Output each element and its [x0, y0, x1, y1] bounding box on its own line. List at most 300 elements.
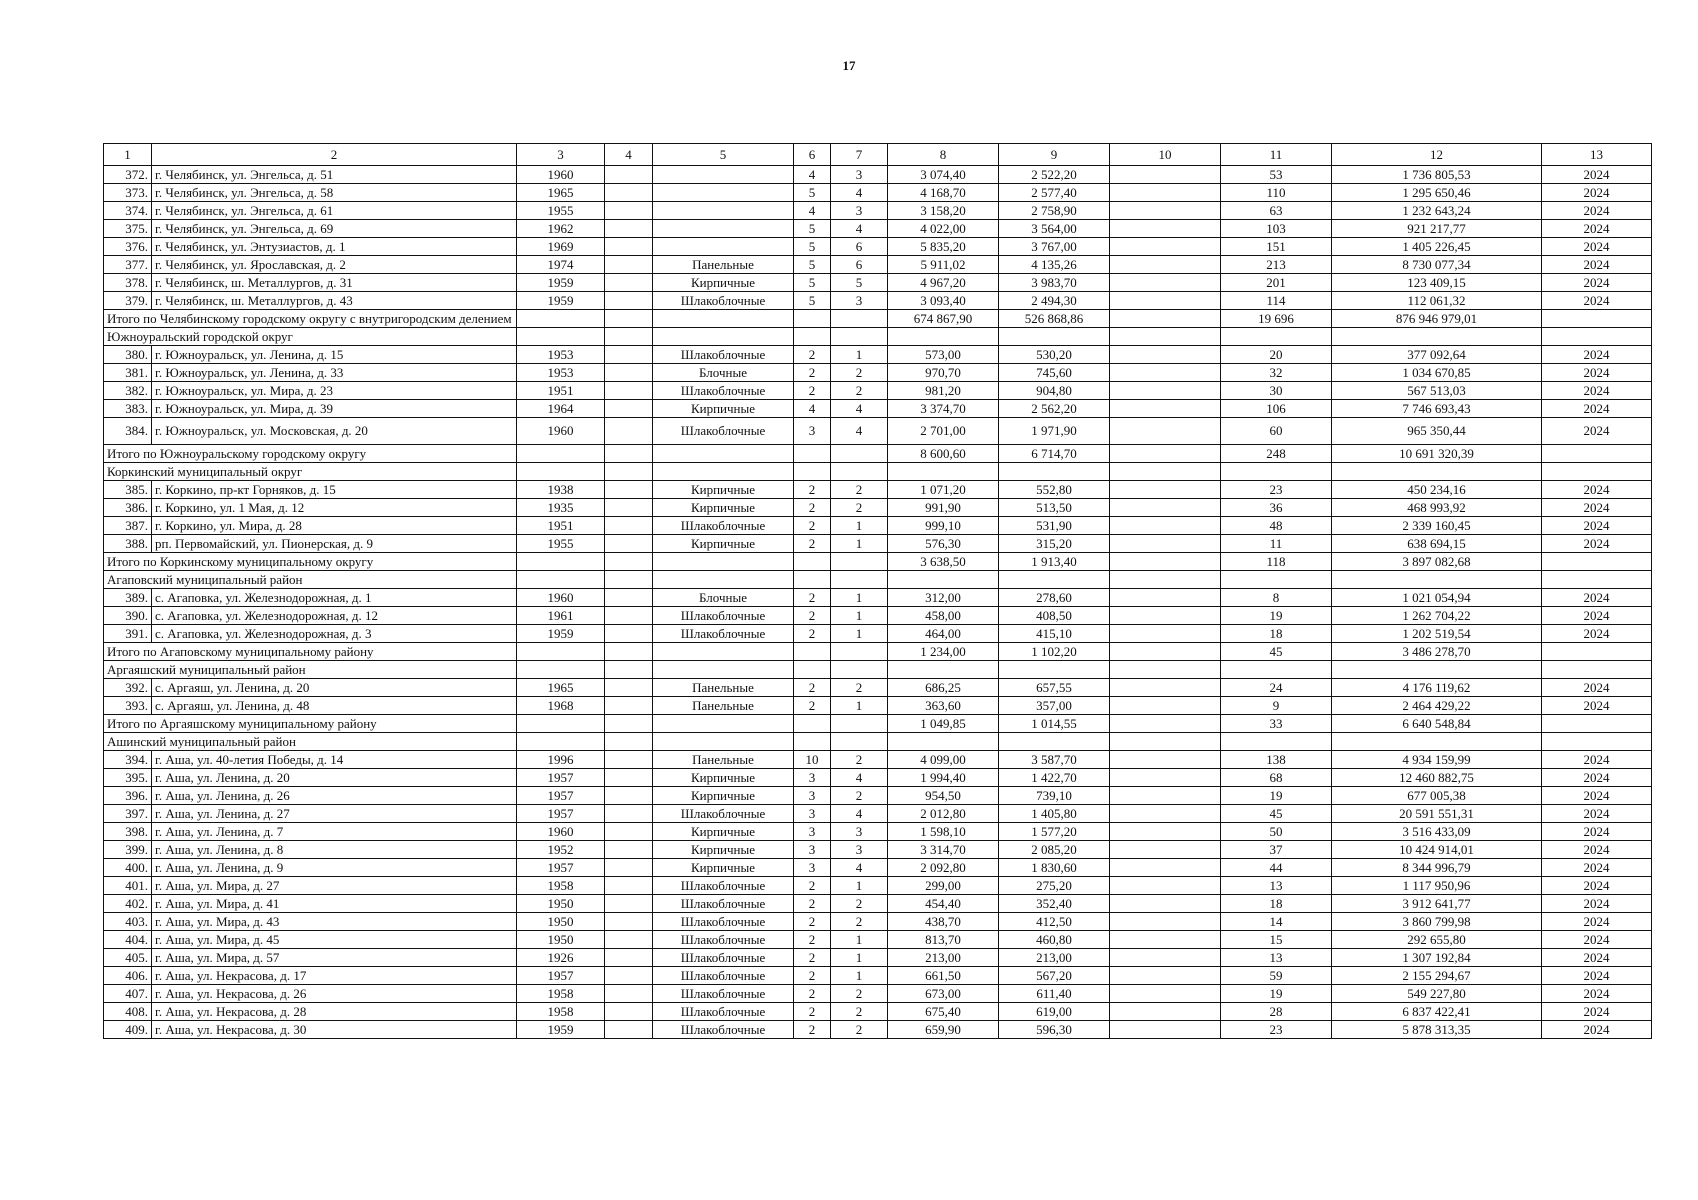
- living-area-cell: 3 767,00: [999, 238, 1110, 256]
- entrances-cell: 4: [831, 859, 888, 877]
- floors-cell: 2: [794, 589, 831, 607]
- table-row: [104, 967, 1652, 985]
- column-4-cell: [605, 625, 653, 643]
- empty-cell: [653, 643, 794, 661]
- entrances-cell: 2: [831, 787, 888, 805]
- subtotal-total-area: 674 867,90: [888, 310, 999, 328]
- empty-cell: [888, 463, 999, 481]
- row-number-cell: 391.: [104, 625, 152, 643]
- section-heading-row: [104, 463, 1652, 481]
- cost-cell: 921 217,77: [1332, 220, 1542, 238]
- address-cell: г. Аша, ул. Мира, д. 27: [152, 877, 517, 895]
- column-4-cell: [605, 535, 653, 553]
- column-4-cell: [605, 769, 653, 787]
- year-cell: 1960: [517, 418, 605, 445]
- entrances-cell: 1: [831, 517, 888, 535]
- residents-cell: 13: [1221, 877, 1332, 895]
- empty-cell: [517, 661, 605, 679]
- column-header: 12: [1332, 144, 1542, 166]
- column-10-cell: [1110, 364, 1221, 382]
- year-cell: 1974: [517, 256, 605, 274]
- year-cell: 1955: [517, 535, 605, 553]
- entrances-cell: 2: [831, 364, 888, 382]
- total-area-cell: 3 158,20: [888, 202, 999, 220]
- year-cell: 1960: [517, 589, 605, 607]
- living-area-cell: 357,00: [999, 697, 1110, 715]
- row-number-cell: 378.: [104, 274, 152, 292]
- column-10-cell: [1110, 985, 1221, 1003]
- floors-cell: 2: [794, 985, 831, 1003]
- living-area-cell: 619,00: [999, 1003, 1110, 1021]
- column-header: 11: [1221, 144, 1332, 166]
- cost-cell: 450 234,16: [1332, 481, 1542, 499]
- year-cell: 1953: [517, 346, 605, 364]
- residents-cell: 32: [1221, 364, 1332, 382]
- floors-cell: 5: [794, 274, 831, 292]
- address-cell: с. Агаповка, ул. Железнодорожная, д. 12: [152, 607, 517, 625]
- residents-cell: 151: [1221, 238, 1332, 256]
- cost-cell: 7 746 693,43: [1332, 400, 1542, 418]
- total-area-cell: 4 022,00: [888, 220, 999, 238]
- row-number-cell: 389.: [104, 589, 152, 607]
- column-10-cell: [1110, 499, 1221, 517]
- entrances-cell: 2: [831, 679, 888, 697]
- empty-cell: [1542, 445, 1652, 463]
- empty-cell: [517, 445, 605, 463]
- floors-cell: 2: [794, 913, 831, 931]
- wall-material-cell: [653, 166, 794, 184]
- column-4-cell: [605, 256, 653, 274]
- column-4-cell: [605, 787, 653, 805]
- subtotal-total-area: 1 234,00: [888, 643, 999, 661]
- total-area-cell: 981,20: [888, 382, 999, 400]
- empty-cell: [605, 328, 653, 346]
- cost-cell: 123 409,15: [1332, 274, 1542, 292]
- empty-cell: [605, 661, 653, 679]
- year-plan-cell: 2024: [1542, 625, 1652, 643]
- address-cell: г. Аша, ул. Мира, д. 43: [152, 913, 517, 931]
- year-cell: 1926: [517, 949, 605, 967]
- address-cell: г. Аша, ул. Некрасова, д. 28: [152, 1003, 517, 1021]
- living-area-cell: 2 522,20: [999, 166, 1110, 184]
- living-area-cell: 530,20: [999, 346, 1110, 364]
- living-area-cell: 1 577,20: [999, 823, 1110, 841]
- cost-cell: 3 516 433,09: [1332, 823, 1542, 841]
- empty-cell: [831, 445, 888, 463]
- subtotal-residents: 19 696: [1221, 310, 1332, 328]
- column-header: 2: [152, 144, 517, 166]
- cost-cell: 1 034 670,85: [1332, 364, 1542, 382]
- address-cell: г. Аша, ул. Мира, д. 57: [152, 949, 517, 967]
- empty-cell: [794, 553, 831, 571]
- cost-cell: 1 021 054,94: [1332, 589, 1542, 607]
- year-cell: 1935: [517, 499, 605, 517]
- cost-cell: 1 202 519,54: [1332, 625, 1542, 643]
- total-area-cell: 299,00: [888, 877, 999, 895]
- cost-cell: 20 591 551,31: [1332, 805, 1542, 823]
- subtotal-label: Итого по Южноуральскому городскому округу: [104, 445, 517, 463]
- year-cell: 1965: [517, 184, 605, 202]
- entrances-cell: 1: [831, 931, 888, 949]
- entrances-cell: 4: [831, 400, 888, 418]
- column-10-cell: [1110, 535, 1221, 553]
- total-area-cell: 991,90: [888, 499, 999, 517]
- column-10-cell: [1110, 400, 1221, 418]
- floors-cell: 3: [794, 841, 831, 859]
- wall-material-cell: Шлакоблочные: [653, 895, 794, 913]
- column-header: 7: [831, 144, 888, 166]
- table-row: [104, 931, 1652, 949]
- column-10-cell: [1110, 256, 1221, 274]
- entrances-cell: 3: [831, 823, 888, 841]
- year-plan-cell: 2024: [1542, 967, 1652, 985]
- living-area-cell: 3 564,00: [999, 220, 1110, 238]
- residents-cell: 37: [1221, 841, 1332, 859]
- wall-material-cell: Шлакоблочные: [653, 517, 794, 535]
- year-plan-cell: 2024: [1542, 769, 1652, 787]
- floors-cell: 2: [794, 1003, 831, 1021]
- subtotal-row: [104, 715, 1652, 733]
- address-cell: г. Аша, ул. Ленина, д. 7: [152, 823, 517, 841]
- column-10-cell: [1110, 589, 1221, 607]
- wall-material-cell: Шлакоблочные: [653, 382, 794, 400]
- empty-cell: [1542, 661, 1652, 679]
- address-cell: г. Южноуральск, ул. Мира, д. 23: [152, 382, 517, 400]
- address-cell: с. Агаповка, ул. Железнодорожная, д. 1: [152, 589, 517, 607]
- subtotal-label: Итого по Коркинскому муниципальному округу: [104, 553, 517, 571]
- year-cell: 1957: [517, 769, 605, 787]
- section-heading: Ашинский муниципальный район: [104, 733, 517, 751]
- living-area-cell: 1 405,80: [999, 805, 1110, 823]
- living-area-cell: 3 587,70: [999, 751, 1110, 769]
- cost-cell: 8 730 077,34: [1332, 256, 1542, 274]
- total-area-cell: 3 374,70: [888, 400, 999, 418]
- floors-cell: 2: [794, 877, 831, 895]
- cost-cell: 4 176 119,62: [1332, 679, 1542, 697]
- entrances-cell: 5: [831, 274, 888, 292]
- year-plan-cell: 2024: [1542, 274, 1652, 292]
- address-cell: с. Агаповка, ул. Железнодорожная, д. 3: [152, 625, 517, 643]
- empty-cell: [831, 571, 888, 589]
- column-10-cell: [1110, 949, 1221, 967]
- cost-cell: 3 860 799,98: [1332, 913, 1542, 931]
- empty-cell: [1110, 310, 1221, 328]
- year-plan-cell: 2024: [1542, 292, 1652, 310]
- section-heading: Агаповский муниципальный район: [104, 571, 517, 589]
- empty-cell: [888, 328, 999, 346]
- year-plan-cell: 2024: [1542, 418, 1652, 445]
- empty-cell: [1332, 733, 1542, 751]
- empty-cell: [517, 643, 605, 661]
- floors-cell: 3: [794, 418, 831, 445]
- year-plan-cell: 2024: [1542, 787, 1652, 805]
- address-cell: г. Аша, ул. Некрасова, д. 26: [152, 985, 517, 1003]
- cost-cell: 965 350,44: [1332, 418, 1542, 445]
- empty-cell: [1332, 571, 1542, 589]
- column-header: 8: [888, 144, 999, 166]
- living-area-cell: 1 971,90: [999, 418, 1110, 445]
- entrances-cell: 4: [831, 769, 888, 787]
- empty-cell: [1110, 553, 1221, 571]
- address-cell: г. Аша, ул. 40-летия Победы, д. 14: [152, 751, 517, 769]
- floors-cell: 2: [794, 499, 831, 517]
- empty-cell: [517, 733, 605, 751]
- total-area-cell: 2 092,80: [888, 859, 999, 877]
- section-heading: Южноуральский городской округ: [104, 328, 517, 346]
- year-plan-cell: 2024: [1542, 805, 1652, 823]
- total-area-cell: 970,70: [888, 364, 999, 382]
- page-number: 17: [842, 58, 856, 73]
- wall-material-cell: Кирпичные: [653, 787, 794, 805]
- empty-cell: [517, 715, 605, 733]
- empty-cell: [1542, 328, 1652, 346]
- entrances-cell: 2: [831, 985, 888, 1003]
- address-cell: г. Аша, ул. Ленина, д. 26: [152, 787, 517, 805]
- row-number-cell: 396.: [104, 787, 152, 805]
- floors-cell: 5: [794, 220, 831, 238]
- total-area-cell: 454,40: [888, 895, 999, 913]
- year-cell: 1938: [517, 481, 605, 499]
- column-4-cell: [605, 184, 653, 202]
- year-cell: 1957: [517, 787, 605, 805]
- empty-cell: [999, 328, 1110, 346]
- year-cell: 1950: [517, 895, 605, 913]
- column-header: 1: [104, 144, 152, 166]
- column-4-cell: [605, 292, 653, 310]
- year-plan-cell: 2024: [1542, 220, 1652, 238]
- empty-cell: [1332, 661, 1542, 679]
- row-number-cell: 406.: [104, 967, 152, 985]
- wall-material-cell: Кирпичные: [653, 400, 794, 418]
- address-cell: г. Челябинск, ш. Металлургов, д. 43: [152, 292, 517, 310]
- living-area-cell: 3 983,70: [999, 274, 1110, 292]
- table-row: [104, 823, 1652, 841]
- section-heading-row: [104, 733, 1652, 751]
- entrances-cell: 2: [831, 481, 888, 499]
- entrances-cell: 1: [831, 346, 888, 364]
- table-row: [104, 481, 1652, 499]
- residents-cell: 36: [1221, 499, 1332, 517]
- empty-cell: [794, 733, 831, 751]
- table-row: [104, 166, 1652, 184]
- floors-cell: 2: [794, 949, 831, 967]
- year-cell: 1959: [517, 1021, 605, 1039]
- wall-material-cell: Кирпичные: [653, 499, 794, 517]
- residents-cell: 44: [1221, 859, 1332, 877]
- empty-cell: [1542, 715, 1652, 733]
- year-cell: 1950: [517, 913, 605, 931]
- living-area-cell: 567,20: [999, 967, 1110, 985]
- residents-cell: 48: [1221, 517, 1332, 535]
- cost-cell: 638 694,15: [1332, 535, 1542, 553]
- row-number-cell: 380.: [104, 346, 152, 364]
- table-row: [104, 202, 1652, 220]
- year-cell: 1951: [517, 382, 605, 400]
- row-number-cell: 388.: [104, 535, 152, 553]
- address-cell: г. Челябинск, ш. Металлургов, д. 31: [152, 274, 517, 292]
- subtotal-row: [104, 310, 1652, 328]
- empty-cell: [888, 571, 999, 589]
- empty-cell: [605, 715, 653, 733]
- cost-cell: 1 307 192,84: [1332, 949, 1542, 967]
- year-cell: 1964: [517, 400, 605, 418]
- year-cell: 1962: [517, 220, 605, 238]
- row-number-cell: 398.: [104, 823, 152, 841]
- column-header: 3: [517, 144, 605, 166]
- living-area-cell: 531,90: [999, 517, 1110, 535]
- entrances-cell: 4: [831, 418, 888, 445]
- table-row: [104, 697, 1652, 715]
- wall-material-cell: Шлакоблочные: [653, 1021, 794, 1039]
- table-row: [104, 679, 1652, 697]
- year-cell: 1961: [517, 607, 605, 625]
- column-10-cell: [1110, 841, 1221, 859]
- living-area-cell: 278,60: [999, 589, 1110, 607]
- residents-cell: 53: [1221, 166, 1332, 184]
- year-plan-cell: 2024: [1542, 895, 1652, 913]
- subtotal-row: [104, 445, 1652, 463]
- table-row: [104, 913, 1652, 931]
- wall-material-cell: Шлакоблочные: [653, 913, 794, 931]
- subtotal-cost: 876 946 979,01: [1332, 310, 1542, 328]
- total-area-cell: 5 911,02: [888, 256, 999, 274]
- wall-material-cell: Шлакоблочные: [653, 877, 794, 895]
- address-cell: рп. Первомайский, ул. Пионерская, д. 9: [152, 535, 517, 553]
- total-area-cell: 659,90: [888, 1021, 999, 1039]
- empty-cell: [888, 661, 999, 679]
- year-cell: 1955: [517, 202, 605, 220]
- living-area-cell: 596,30: [999, 1021, 1110, 1039]
- year-cell: 1951: [517, 517, 605, 535]
- address-cell: г. Южноуральск, ул. Мира, д. 39: [152, 400, 517, 418]
- table-row: [104, 382, 1652, 400]
- table-row: [104, 841, 1652, 859]
- table-row: [104, 859, 1652, 877]
- column-10-cell: [1110, 967, 1221, 985]
- address-cell: г. Коркино, ул. Мира, д. 28: [152, 517, 517, 535]
- year-plan-cell: 2024: [1542, 166, 1652, 184]
- cost-cell: 292 655,80: [1332, 931, 1542, 949]
- entrances-cell: 4: [831, 184, 888, 202]
- table-row: [104, 1003, 1652, 1021]
- table-row: [104, 256, 1652, 274]
- entrances-cell: 4: [831, 220, 888, 238]
- wall-material-cell: Кирпичные: [653, 769, 794, 787]
- residents-cell: 23: [1221, 481, 1332, 499]
- residents-cell: 114: [1221, 292, 1332, 310]
- address-cell: г. Челябинск, ул. Энгельса, д. 69: [152, 220, 517, 238]
- empty-cell: [831, 310, 888, 328]
- wall-material-cell: Шлакоблочные: [653, 931, 794, 949]
- year-plan-cell: 2024: [1542, 256, 1652, 274]
- wall-material-cell: Кирпичные: [653, 535, 794, 553]
- wall-material-cell: Кирпичные: [653, 841, 794, 859]
- column-4-cell: [605, 859, 653, 877]
- living-area-cell: 513,50: [999, 499, 1110, 517]
- subtotal-total-area: 3 638,50: [888, 553, 999, 571]
- column-4-cell: [605, 985, 653, 1003]
- wall-material-cell: [653, 202, 794, 220]
- entrances-cell: 3: [831, 292, 888, 310]
- empty-cell: [605, 571, 653, 589]
- empty-cell: [831, 643, 888, 661]
- floors-cell: 3: [794, 805, 831, 823]
- table-row: [104, 274, 1652, 292]
- column-10-cell: [1110, 1021, 1221, 1039]
- floors-cell: 3: [794, 787, 831, 805]
- column-4-cell: [605, 823, 653, 841]
- year-plan-cell: 2024: [1542, 697, 1652, 715]
- cost-cell: 112 061,32: [1332, 292, 1542, 310]
- subtotal-cost: 10 691 320,39: [1332, 445, 1542, 463]
- empty-cell: [1221, 463, 1332, 481]
- subtotal-cost: 3 486 278,70: [1332, 643, 1542, 661]
- total-area-cell: 464,00: [888, 625, 999, 643]
- residents-cell: 11: [1221, 535, 1332, 553]
- column-10-cell: [1110, 202, 1221, 220]
- empty-cell: [653, 463, 794, 481]
- row-number-cell: 386.: [104, 499, 152, 517]
- total-area-cell: 458,00: [888, 607, 999, 625]
- column-header: 6: [794, 144, 831, 166]
- column-4-cell: [605, 589, 653, 607]
- cost-cell: 8 344 996,79: [1332, 859, 1542, 877]
- entrances-cell: 2: [831, 1003, 888, 1021]
- column-4-cell: [605, 499, 653, 517]
- year-plan-cell: 2024: [1542, 913, 1652, 931]
- column-4-cell: [605, 418, 653, 445]
- cost-cell: 1 262 704,22: [1332, 607, 1542, 625]
- entrances-cell: 6: [831, 256, 888, 274]
- floors-cell: 2: [794, 346, 831, 364]
- address-cell: г. Аша, ул. Мира, д. 41: [152, 895, 517, 913]
- year-plan-cell: 2024: [1542, 679, 1652, 697]
- floors-cell: 2: [794, 607, 831, 625]
- subtotal-living-area: 1 913,40: [999, 553, 1110, 571]
- cost-cell: 2 464 429,22: [1332, 697, 1542, 715]
- empty-cell: [653, 661, 794, 679]
- cost-cell: 1 117 950,96: [1332, 877, 1542, 895]
- empty-cell: [1110, 445, 1221, 463]
- table-row: [104, 625, 1652, 643]
- subtotal-residents: 33: [1221, 715, 1332, 733]
- cost-cell: 1 295 650,46: [1332, 184, 1542, 202]
- column-10-cell: [1110, 697, 1221, 715]
- table-row: [104, 184, 1652, 202]
- total-area-cell: 686,25: [888, 679, 999, 697]
- floors-cell: 3: [794, 823, 831, 841]
- wall-material-cell: Блочные: [653, 589, 794, 607]
- year-cell: 1957: [517, 805, 605, 823]
- empty-cell: [1110, 661, 1221, 679]
- table-row: [104, 400, 1652, 418]
- column-4-cell: [605, 346, 653, 364]
- column-10-cell: [1110, 292, 1221, 310]
- column-header: 4: [605, 144, 653, 166]
- residents-cell: 103: [1221, 220, 1332, 238]
- year-cell: 1965: [517, 679, 605, 697]
- table-row: [104, 220, 1652, 238]
- living-area-cell: 408,50: [999, 607, 1110, 625]
- year-cell: 1957: [517, 967, 605, 985]
- wall-material-cell: [653, 184, 794, 202]
- empty-cell: [999, 463, 1110, 481]
- section-heading-row: [104, 328, 1652, 346]
- year-cell: 1952: [517, 841, 605, 859]
- residents-cell: 30: [1221, 382, 1332, 400]
- floors-cell: 2: [794, 535, 831, 553]
- residents-cell: 110: [1221, 184, 1332, 202]
